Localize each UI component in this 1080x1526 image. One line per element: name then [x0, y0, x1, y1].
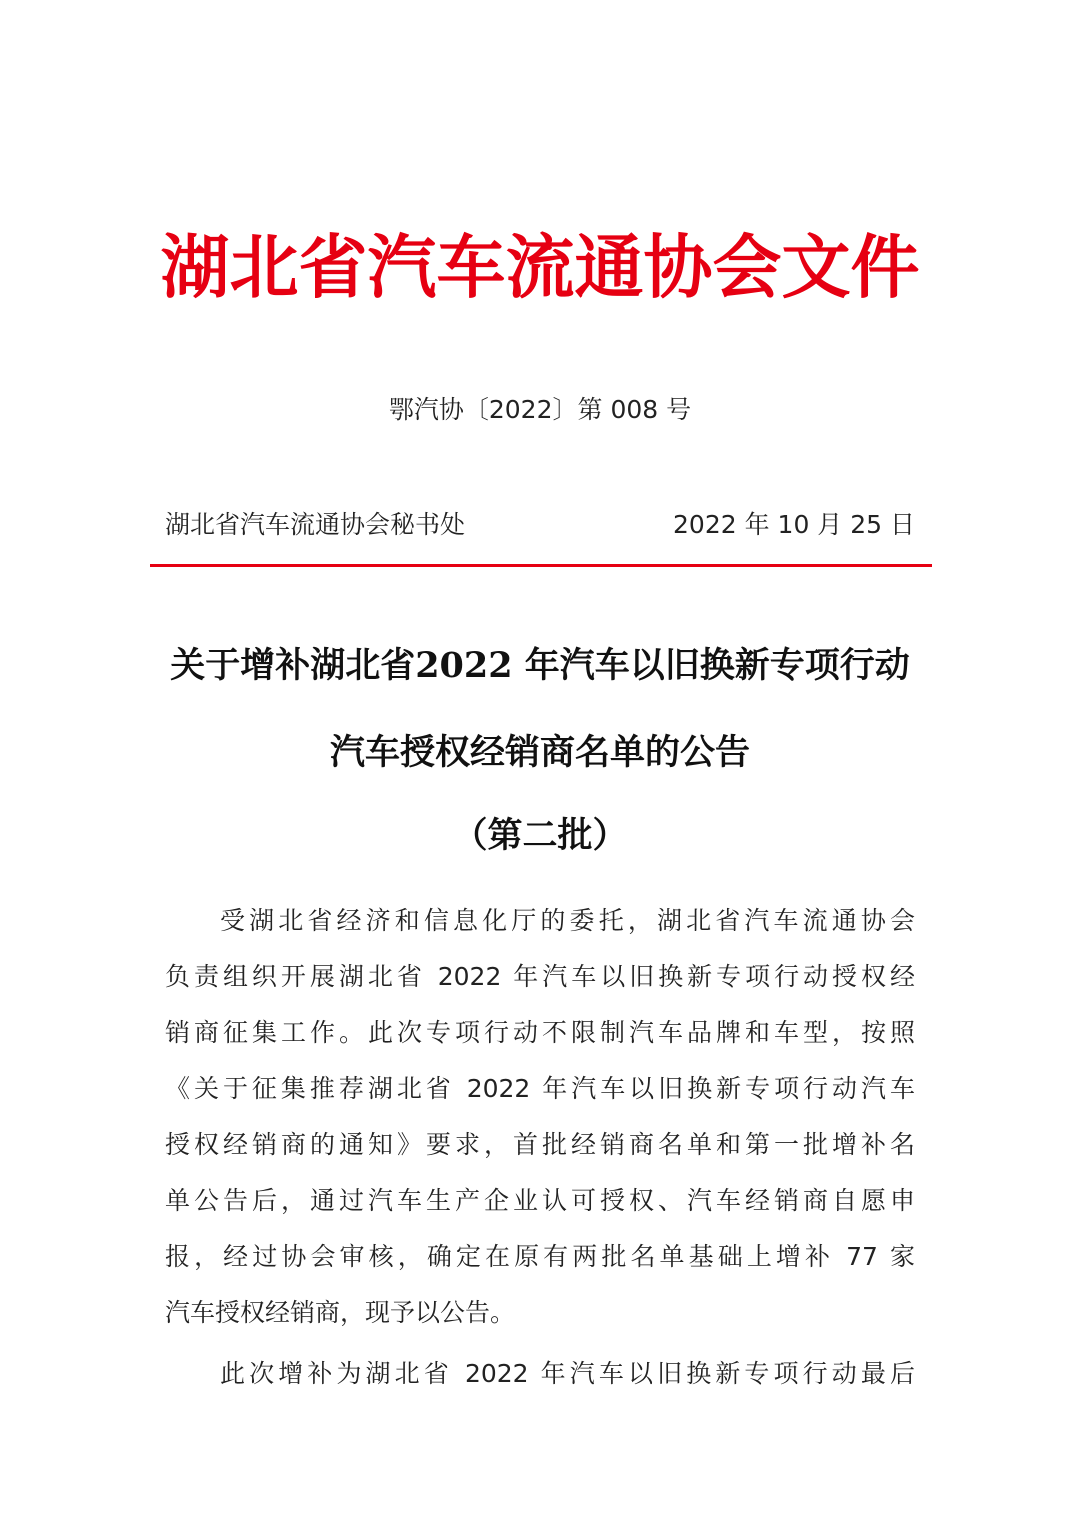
body-line: 报，经过协会审核，确定在原有两批名单基础上增补 77 家: [165, 1242, 915, 1271]
document-number: 鄂汽协〔2022〕第 008 号: [388, 395, 692, 424]
notice-title-batch: （第二批）: [452, 815, 628, 856]
notice-title-line-2: 汽车授权经销商名单的公告: [329, 732, 750, 773]
notice-title-line-1: 关于增补湖北省2022 年汽车以旧换新专项行动: [170, 645, 910, 686]
issuer-name: 湖北省汽车流通协会秘书处: [165, 510, 466, 539]
body-line: 受湖北省经济和信息化厅的委托，湖北省汽车流通协会: [220, 906, 915, 935]
body-line: 授权经销商的通知》要求，首批经销商名单和第一批增补名: [165, 1130, 915, 1159]
body-line: 单公告后，通过汽车生产企业认可授权、汽车经销商自愿申: [165, 1186, 915, 1215]
body-line: 汽车授权经销商，现予以公告。: [165, 1298, 516, 1327]
body-line: 负责组织开展湖北省 2022 年汽车以旧换新专项行动授权经: [165, 962, 915, 991]
body-line: 《关于征集推荐湖北省 2022 年汽车以旧换新专项行动汽车: [165, 1074, 915, 1103]
document-header-title: 湖北省汽车流通协会文件: [160, 227, 920, 308]
body-line: 此次增补为湖北省 2022 年汽车以旧换新专项行动最后: [220, 1359, 915, 1388]
issue-date: 2022 年 10 月 25 日: [673, 510, 915, 539]
red-divider: [150, 564, 932, 567]
body-line: 销商征集工作。此次专项行动不限制汽车品牌和车型，按照: [165, 1018, 915, 1047]
issuer-row: [165, 505, 915, 545]
